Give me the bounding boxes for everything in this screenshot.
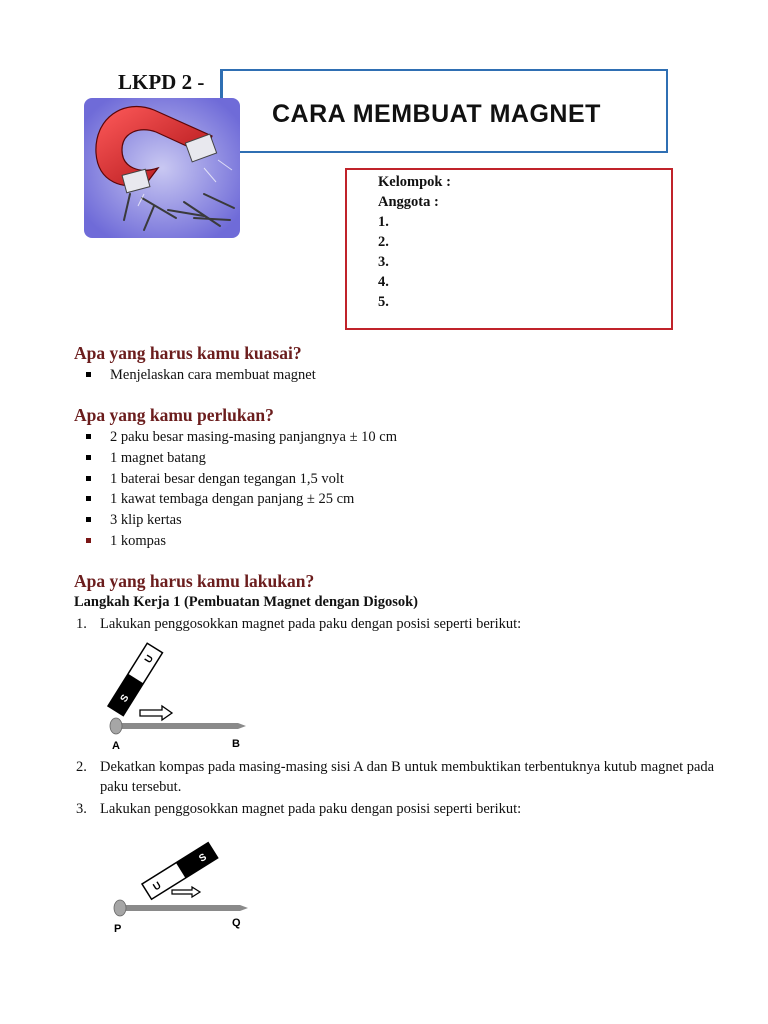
member-line: 4. [378, 274, 389, 290]
page-title: CARA MEMBUAT MAGNET [272, 100, 601, 128]
arrow-right-icon [172, 887, 200, 897]
member-line: 3. [378, 254, 389, 270]
group-info-box [345, 168, 673, 330]
section-heading-materials: Apa yang kamu perlukan? [74, 405, 274, 425]
procedure-subheading: Langkah Kerja 1 (Pembuatan Magnet dengan Digosok) [74, 594, 418, 610]
member-line: 5. [378, 294, 389, 310]
list-item: 1 baterai besar dengan tegangan 1,5 volt [86, 469, 397, 490]
step-text: Dekatkan kompas pada masing-masing sisi A dan B untuk membuktikan terbentuknya kutub magnet pada paku tersebut. [100, 759, 715, 795]
list-item: 1 kompas [86, 531, 397, 552]
member-line: 1. [378, 214, 389, 230]
step-number: 1. [76, 616, 87, 632]
nail-head [110, 718, 122, 734]
objectives-list [86, 365, 316, 386]
rubbing-figure-1 [100, 636, 260, 754]
member-line: 2. [378, 234, 389, 250]
list-item: 2 paku besar masing-masing panjangnya ± 10 cm [86, 427, 397, 448]
materials-list [86, 427, 397, 552]
rubbing-figure-2 [108, 826, 258, 936]
arrow-right-icon [140, 706, 172, 720]
section-heading-objectives: Apa yang harus kamu kuasai? [74, 343, 302, 363]
nail-end-q: Q [232, 917, 241, 929]
step-text: Lakukan penggosokkan magnet pada paku dengan posisi seperti berikut: [100, 801, 522, 817]
nail-end-a: A [112, 740, 120, 752]
list-item: 1 kawat tembaga dengan panjang ± 25 cm [86, 489, 397, 510]
horseshoe-magnet-image [84, 98, 240, 238]
section-heading-procedure: Apa yang harus kamu lakukan? [74, 571, 315, 591]
step-number: 3. [76, 801, 87, 817]
step-number: 2. [76, 759, 87, 775]
nail-end-b: B [232, 738, 240, 750]
nail-end-p: P [114, 923, 122, 935]
pole-label-u: U [151, 880, 164, 894]
lkpd-label: LKPD 2 - [118, 70, 205, 94]
list-item: Menjelaskan cara membuat magnet [86, 365, 316, 386]
anggota-label: Anggota : [378, 194, 439, 210]
nail-head [114, 900, 126, 916]
pole-label-s: S [197, 851, 209, 865]
pole-label-s: S [118, 692, 132, 705]
pole-label-u: U [142, 653, 157, 666]
kelompok-label: Kelompok : [378, 174, 451, 190]
step-text: Lakukan penggosokkan magnet pada paku dengan posisi seperti berikut: [100, 616, 522, 632]
list-item: 1 magnet batang [86, 448, 397, 469]
list-item: 3 klip kertas [86, 510, 397, 531]
